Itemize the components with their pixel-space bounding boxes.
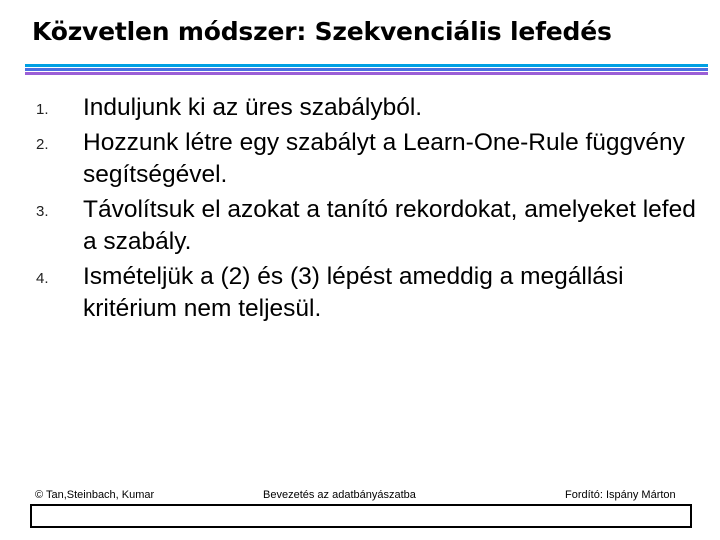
step-text: Induljunk ki az üres szabályból.: [83, 94, 423, 121]
title-underline: [25, 64, 708, 76]
step-item-4: [36, 261, 696, 325]
title-underline-bottom-bar: [25, 72, 708, 75]
step-text: Ismételjük a (2) és (3) lépést ameddig a megállási kritérium nem teljesül.: [83, 263, 624, 322]
step-number: 1.: [36, 101, 49, 118]
step-item-3: [36, 194, 696, 258]
step-list: [36, 92, 696, 328]
step-text: Hozzunk létre egy szabályt a Learn-One-Rule függvény segítségével.: [83, 129, 685, 188]
footer-copyright: © Tan,Steinbach, Kumar: [35, 489, 155, 501]
step-text: Távolítsuk el azokat a tanító rekordokat, amelyeket lefed a szabály.: [83, 196, 696, 255]
footer-course-title: Bevezetés az adatbányászatba: [263, 489, 416, 501]
step-item-2: [36, 127, 696, 191]
step-number: 2.: [36, 136, 49, 153]
step-item-1: [36, 92, 696, 124]
title-underline-middle-bar: [25, 68, 708, 71]
step-number: 3.: [36, 203, 49, 220]
title-underline-top-bar: [25, 64, 708, 67]
slide-title: Közvetlen módszer: Szekvenciális lefedés: [32, 17, 612, 46]
footer-translator: Fordító: Ispány Márton: [565, 489, 676, 501]
footer-frame: [30, 504, 692, 528]
step-number: 4.: [36, 270, 49, 287]
